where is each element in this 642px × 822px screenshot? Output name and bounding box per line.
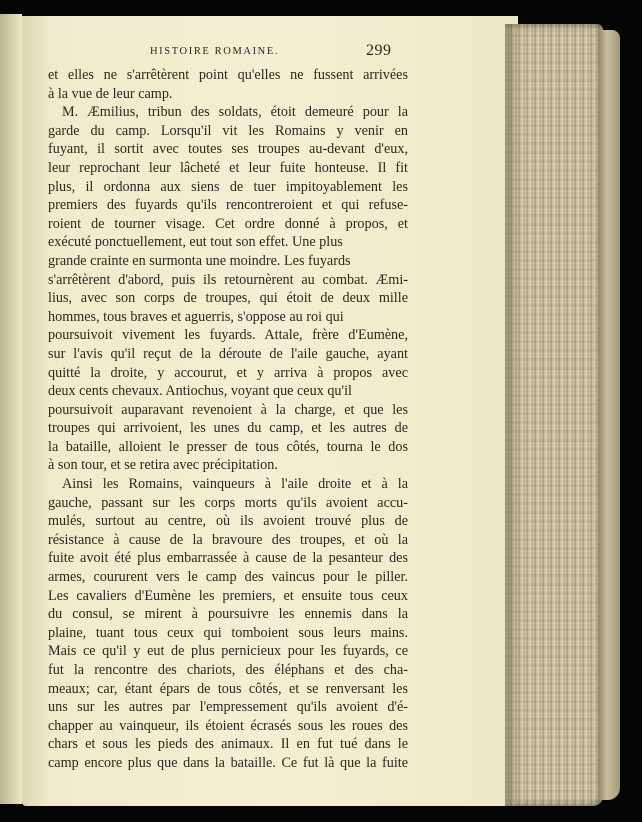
running-head-title: HISTOIRE ROMAINE. xyxy=(150,46,280,57)
text-line: sur l'avis qu'il reçut de la déroute de l'aile gauche, ayant xyxy=(48,345,408,362)
text-line: garde du camp. Lorsqu'il vit les Romains y venir en xyxy=(48,122,408,139)
facing-page-edge xyxy=(0,14,22,804)
text-line: exécuté ponctuellement, eut tout son effet. Une plus xyxy=(48,234,343,251)
page-number: 299 xyxy=(366,42,392,59)
text-line: fuyant, il sortit avec toutes ses troupes au-devant d'eux, xyxy=(48,141,408,158)
text-line: hommes, tous braves et aguerris, s'oppose au roi qui xyxy=(48,308,344,325)
text-line: uns sur les autres par l'empressement qu'ils avoient d'é- xyxy=(48,699,408,716)
text-line: à son tour, et se retira avec précipitation. xyxy=(48,457,278,474)
text-line: la bataille, alloient le presser de tous côtés, tourna le dos xyxy=(48,438,408,455)
text-line: Ainsi les Romains, vainqueurs à l'aile droite et à la xyxy=(62,476,408,493)
book-cover-edge xyxy=(598,30,620,800)
text-line: poursuivoit vivement les fuyards. Attale, frère d'Eumène, xyxy=(48,327,408,344)
text-line: fut la rencontre des chariots, des éléphans et des cha- xyxy=(48,662,408,678)
text-line: armes, coururent vers le camp des vaincus pour le piller. xyxy=(48,569,408,586)
text-line: leur reprochant leur lâcheté et leur fuite honteuse. Il fit xyxy=(48,159,408,176)
text-line: résistance à cause de la bravoure des troupes, et où la xyxy=(48,531,408,548)
text-line: à la vue de leur camp. xyxy=(48,85,173,102)
text-line: troupes qui arrivoient, les unes du camp, et les autres de xyxy=(48,420,408,437)
page-block-edges xyxy=(505,24,603,806)
text-line: du consul, se mirent à poursuivre les ennemis dans la xyxy=(48,606,408,623)
text-line: premiers des fuyards qu'ils rencontreroient et qui refuse- xyxy=(48,197,408,214)
text-line: meaux; car, étant épars de tous côtés, et se renversant les xyxy=(48,680,408,697)
text-line: Les cavaliers d'Eumène les premiers, et ensuite tous ceux xyxy=(48,587,408,604)
text-line: roient de tourner visage. Cet ordre donné à propos, et xyxy=(48,215,408,232)
text-line: camp encore plus que dans la bataille. Ce fut là que la fuite xyxy=(48,754,408,771)
text-line: grande crainte en surmonta une moindre. Les fuyards xyxy=(48,252,351,269)
body-text xyxy=(48,66,408,773)
text-line: chapper au vainqueur, ils étoient écrasés sous les roues des xyxy=(48,717,408,734)
text-line: deux cents chevaux. Antiochus, voyant que ceux qu'il xyxy=(48,383,352,400)
text-line: chars et sous les pieds des animaux. Il en fut tué dans le xyxy=(48,736,408,753)
text-line: quitté la droite, y accourut, et y arriva à propos avec xyxy=(48,364,408,381)
text-line: Mais ce qu'il y eut de plus pernicieux pour les fuyards, ce xyxy=(48,643,408,660)
text-line: et elles ne s'arrêtèrent point qu'elles ne fussent arrivées xyxy=(48,67,408,83)
text-line: gauche, passant sur les corps morts qu'ils avoient accu- xyxy=(48,494,408,511)
text-line: plaine, tuant tous ceux qui tomboient sous leurs mains. xyxy=(48,624,408,641)
text-line: plus, il ordonna aux siens de tuer impitoyablement les xyxy=(48,178,408,195)
text-line: M. Æmilius, tribun des soldats, étoit demeuré pour la xyxy=(62,104,408,121)
text-line: mulés, surtout au centre, où ils avoient trouvé plus de xyxy=(48,513,408,530)
text-line: fuite avoit été plus embarrassée à cause de la pesanteur des xyxy=(48,550,408,567)
text-line: poursuivoit auparavant revenoient à la charge, et que les xyxy=(48,401,408,418)
text-line: lius, avec son corps de troupes, qui étoit de deux mille xyxy=(48,290,408,307)
text-line: s'arrêtèrent d'abord, puis ils retournèrent au combat. Æmi- xyxy=(48,271,408,288)
